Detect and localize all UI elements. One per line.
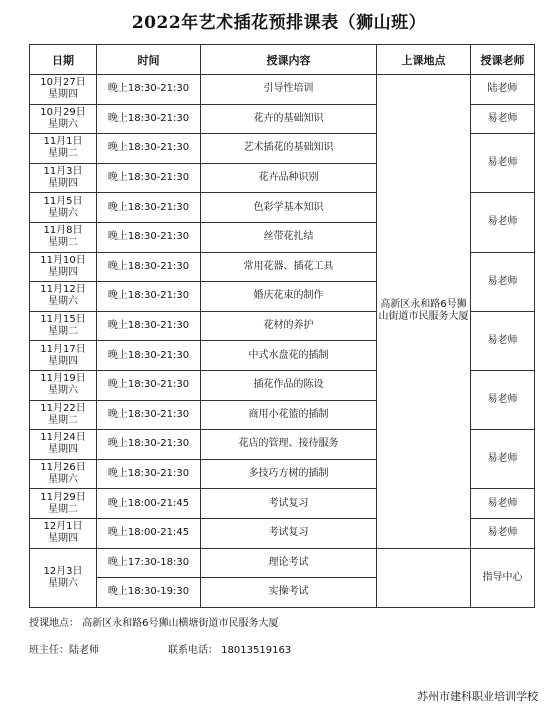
time-cell: 晚上18:30-21:30 [97,104,201,134]
content-cell: 婚庆花束的制作 [201,282,377,312]
time-cell: 晚上18:30-21:30 [97,193,201,223]
content-cell: 多技巧方树的插制 [201,459,377,489]
date-cell: 11月19日 星期六 [30,370,97,400]
footer-location: 授课地点： 高新区永和路6号狮山横塘街道市民服务大厦 [29,618,279,629]
content-cell: 常用花器、插花工具 [201,252,377,282]
teacher-cell: 易老师 [471,489,535,519]
content-cell: 考试复习 [201,518,377,548]
time-cell: 晚上18:00-21:45 [97,518,201,548]
content-cell: 花店的管理、接待服务 [201,430,377,460]
time-cell: 晚上18:30-21:30 [97,459,201,489]
time-cell: 晚上18:00-21:45 [97,489,201,519]
time-cell: 晚上18:30-21:30 [97,222,201,252]
content-cell: 中式水盘花的插制 [201,341,377,371]
venue-cell-empty [377,548,471,607]
date-cell: 11月24日 星期四 [30,430,97,460]
time-cell: 晚上17:30-18:30 [97,548,201,578]
time-cell: 晚上18:30-19:30 [97,578,201,608]
header-teacher: 授课老师 [471,45,535,75]
time-cell: 晚上18:30-21:30 [97,163,201,193]
content-cell: 艺术插花的基础知识 [201,134,377,164]
teacher-cell: 易老师 [471,104,535,134]
time-cell: 晚上18:30-21:30 [97,370,201,400]
time-cell: 晚上18:30-21:30 [97,430,201,460]
header-time: 时间 [97,45,201,75]
content-cell: 理论考试 [201,548,377,578]
content-cell: 花材的养护 [201,311,377,341]
date-cell: 11月29日 星期二 [30,489,97,519]
date-cell: 11月8日 星期二 [30,222,97,252]
time-cell: 晚上18:30-21:30 [97,252,201,282]
date-cell: 11月1日 星期二 [30,134,97,164]
date-cell: 11月22日 星期二 [30,400,97,430]
date-cell: 11月5日 星期六 [30,193,97,223]
teacher-cell: 陆老师 [471,75,535,105]
teacher-cell: 易老师 [471,252,535,311]
date-cell: 12月1日 星期四 [30,518,97,548]
teacher-cell: 指导中心 [471,548,535,607]
time-cell: 晚上18:30-21:30 [97,134,201,164]
date-cell: 10月29日 星期六 [30,104,97,134]
time-cell: 晚上18:30-21:30 [97,400,201,430]
time-cell: 晚上18:30-21:30 [97,341,201,371]
table-header-row [30,45,535,75]
footer-head-teacher: 班主任：陆老师 [29,645,99,656]
time-cell: 晚上18:30-21:30 [97,311,201,341]
table-row [30,548,535,578]
teacher-cell: 易老师 [471,311,535,370]
teacher-cell: 易老师 [471,370,535,429]
date-cell: 12月3日 星期六 [30,548,97,607]
date-cell: 10月27日 星期四 [30,75,97,105]
content-cell: 色彩学基本知识 [201,193,377,223]
time-cell: 晚上18:30-21:30 [97,282,201,312]
teacher-cell: 易老师 [471,518,535,548]
date-cell: 11月26日 星期六 [30,459,97,489]
content-cell: 商用小花篮的插制 [201,400,377,430]
teacher-cell: 易老师 [471,134,535,193]
content-cell: 花卉的基础知识 [201,104,377,134]
date-cell: 11月12日 星期六 [30,282,97,312]
header-content: 授课内容 [201,45,377,75]
teacher-cell: 易老师 [471,193,535,252]
date-cell: 11月10日 星期四 [30,252,97,282]
schedule-table [29,44,535,608]
school-name: 苏州市建科职业培训学校 [417,690,538,703]
venue-cell: 高新区永和路6号狮山街道市民服务大厦 [377,75,471,549]
content-cell: 插花作品的陈设 [201,370,377,400]
table-row [30,75,535,105]
time-cell: 晚上18:30-21:30 [97,75,201,105]
date-cell: 11月17日 星期四 [30,341,97,371]
content-cell: 实操考试 [201,578,377,608]
content-cell: 考试复习 [201,489,377,519]
content-cell: 引导性培训 [201,75,377,105]
page-title: 2022年艺术插花预排课表（狮山班） [131,13,427,33]
date-cell: 11月15日 星期二 [30,311,97,341]
footer-phone: 联系电话： 18013519163 [168,645,292,656]
teacher-cell: 易老师 [471,430,535,489]
header-venue: 上课地点 [377,45,471,75]
date-cell: 11月3日 星期四 [30,163,97,193]
content-cell: 丝带花扎结 [201,222,377,252]
content-cell: 花卉品种识别 [201,163,377,193]
header-date: 日期 [30,45,97,75]
